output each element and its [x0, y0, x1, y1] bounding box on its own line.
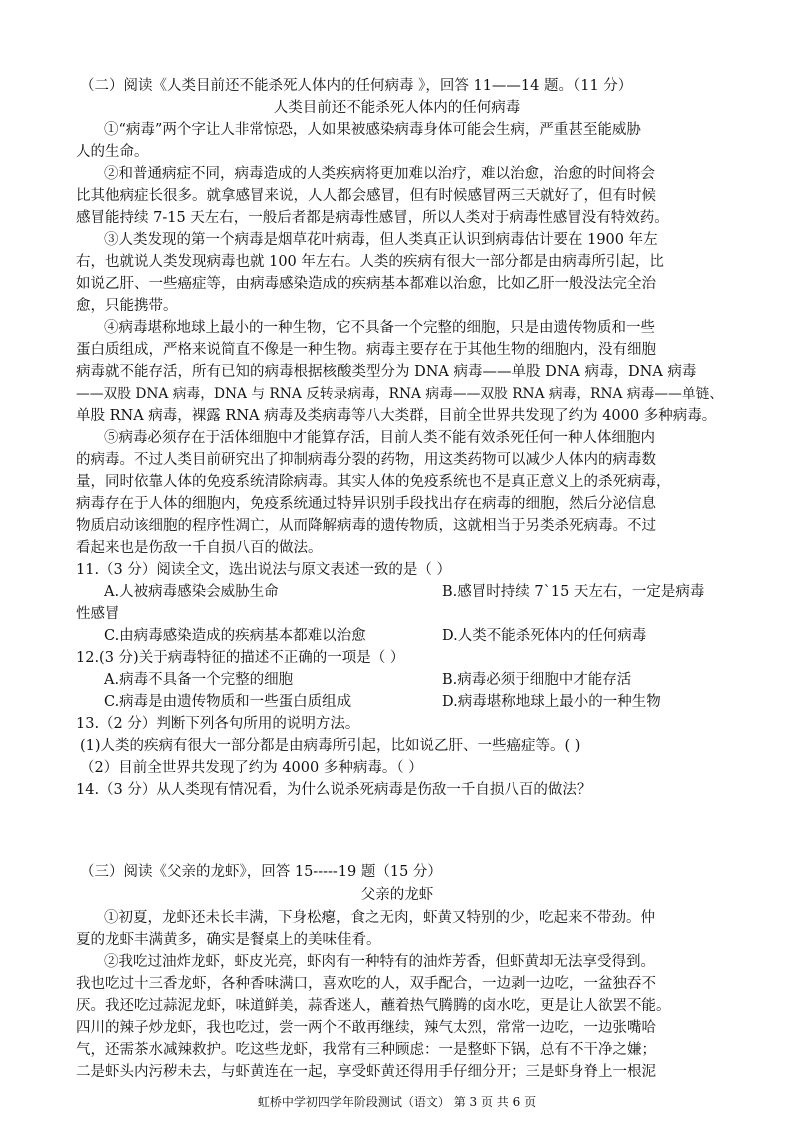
passage-line: 看起来也是伤敌一千自损八百的做法。: [76, 540, 323, 556]
passage-line: 病毒存在于人体的细胞内，免疫系统通过特异识别手段找出存在病毒的细胞，然后分泌信息: [76, 496, 656, 512]
passage-line: ——双股 DNA 病毒，DNA 与 RNA 反转录病毒，RNA 病毒——双股 RNA 病毒，RNA 病毒——单链、: [76, 386, 724, 402]
question-13-1: (1)人类的疾病有很大一部分都是由病毒所引起，比如说乙肝、一些癌症等。( ): [80, 738, 581, 754]
option-11-b: B.感冒时持续 7`15 天左右，一定是病毒: [442, 584, 705, 600]
passage-line: 二是虾头内污秽未去，与虾黄连在一起，享受虾黄还得用手仔细分开；三是虾身脊上一根泥: [76, 1064, 656, 1080]
passage-line: 气，还需茶水减辣救护。吃这些龙虾，我常有三种顾虑：一是整虾下锅，总有不干净之嫌；: [76, 1042, 656, 1058]
passage-line: ③人类发现的第一个病毒是烟草花叶病毒，但人类真正认识到病毒估计要在 1900 年左: [104, 232, 658, 248]
passage-line: 比其他病症长很多。就拿感冒来说，人人都会感冒，但有时候感冒两三天就好了，但有时候: [76, 188, 656, 204]
passage-line: ①“病毒”两个字让人非常惊恐，人如果被感染病毒身体可能会生病，严重甚至能威胁: [104, 122, 641, 138]
passage-line: 四川的辣子炒龙虾，我也吃过，尝一两个不敢再继续，辣气太烈，常常一边吃，一边张嘴哈: [76, 1020, 656, 1036]
passage-line: 量，同时依靠人体的免疫系统清除病毒。其实人体的免疫系统也不是真正意义上的杀死病毒，: [76, 474, 671, 490]
option-12-b: B.病毒必须于细胞中才能存活: [442, 672, 632, 688]
option-11-d: D.人类不能杀死体内的任何病毒: [442, 628, 647, 644]
page-footer: 虹桥中学初四学年阶段测试（语文） 第 3 页 共 6 页: [257, 1095, 537, 1109]
passage-line: 感冒能持续 7-15 天左右，一般后者都是病毒性感冒，所以人类对于病毒性感冒没有特效药。: [76, 210, 669, 226]
passage-line: ②和普通病症不同，病毒造成的人类疾病将更加难以治疗，难以治愈，治愈的时间将会: [104, 166, 655, 182]
passage-line: ④病毒堪称地球上最小的一种生物，它不具备一个完整的细胞，只是由遗传物质和一些: [104, 320, 655, 336]
passage-line: 物质启动该细胞的程序性凋亡，从而降解病毒的遗传物质，这就相当于另类杀死病毒。不过: [76, 518, 656, 534]
passage-line: 的病毒。不过人类目前研究出了抑制病毒分裂的药物，用这类药物可以减少人体内的病毒数: [76, 452, 656, 468]
passage-line: 病毒就不能存活，所有已知的病毒根据核酸类型分为 DNA 病毒——单股 DNA 病毒，DNA 病毒: [76, 364, 697, 380]
question-12: 12.(3 分)关于病毒特征的描述不正确的一项是（ ）: [76, 650, 405, 666]
option-11-b-cont: 性感冒: [76, 606, 120, 622]
passage-line: 单股 RNA 病毒，裸露 RNA 病毒及类病毒等八大类群，目前全世界共发现了约为 4000 多种病毒。: [76, 408, 717, 424]
question-13-2: （2）目前全世界共发现了约为 4000 多种病毒。（ ）: [80, 760, 423, 776]
section3-title: 父亲的龙虾: [360, 887, 434, 903]
passage-line: 右，也就说人类发现病毒也就 100 年左右。人类的疾病有很大一部分都是由病毒所引起，比: [76, 254, 664, 270]
question-13: 13.（2 分）判断下列各句所用的说明方法。: [76, 716, 360, 732]
option-11-c: C.由病毒感染造成的疾病基本都难以治愈: [104, 628, 366, 644]
passage-line: 蛋白质组成，严格来说简直不像是一种生物。病毒主要存在于其他生物的细胞内，没有细胞: [76, 342, 656, 358]
section2-heading: （二）阅读《人类目前还不能杀死人体内的任何病毒 》，回答 11——14 题。（11 分）: [80, 78, 633, 94]
option-12-d: D.病毒堪称地球上最小的一种生物: [442, 694, 661, 710]
passage-line: ①初夏，龙虾还未长丰满，下身松瘪，食之无肉，虾黄又特别的少，吃起来不带劲。仲: [104, 910, 655, 926]
passage-line: ②我吃过油炸龙虾，虾皮光亮，虾肉有一种特有的油炸芳香，但虾黄却无法享受得到。: [104, 954, 655, 970]
passage-line: ⑤病毒必须存在于活体细胞中才能算存活，目前人类不能有效杀死任何一种人体细胞内: [104, 430, 655, 446]
section3-heading: （三）阅读《父亲的龙虾》，回答 15-----19 题（15 分）: [80, 864, 442, 880]
passage-line: 愈，只能携带。: [76, 298, 178, 314]
passage-line: 如说乙肝、一些癌症等，由病毒感染造成的疾病基本都难以治愈，比如乙肝一般没法完全治: [76, 276, 656, 292]
passage-line: 厌。我还吃过蒜泥龙虾，味道鲜美，蒜香迷人，蘸着热气腾腾的卤水吃，更是让人欲罢不能。: [76, 998, 671, 1014]
question-11: 11.（3 分）阅读全文，选出说法与原文表述一致的是（ ）: [76, 562, 452, 578]
section2-title: 人类目前还不能杀死人体内的任何病毒: [273, 100, 521, 116]
option-11-a: A.人被病毒感染会威胁生命: [104, 584, 279, 600]
option-12-a: A.病毒不具备一个完整的细胞: [104, 672, 294, 688]
passage-line: 夏的龙虾丰满黄多，确实是餐桌上的美味佳肴。: [76, 932, 381, 948]
passage-line: 我也吃过十三香龙虾，各种香味满口，喜欢吃的人，双手配合，一边剥一边吃，一盆独吞不: [76, 976, 656, 992]
option-12-c: C.病毒是由遗传物质和一些蛋白质组成: [104, 694, 352, 710]
passage-line: 人的生命。: [76, 144, 149, 160]
question-14: 14.（3 分）从人类现有情况看，为什么说杀死病毒是伤敌一千自损八百的做法？: [76, 782, 592, 798]
